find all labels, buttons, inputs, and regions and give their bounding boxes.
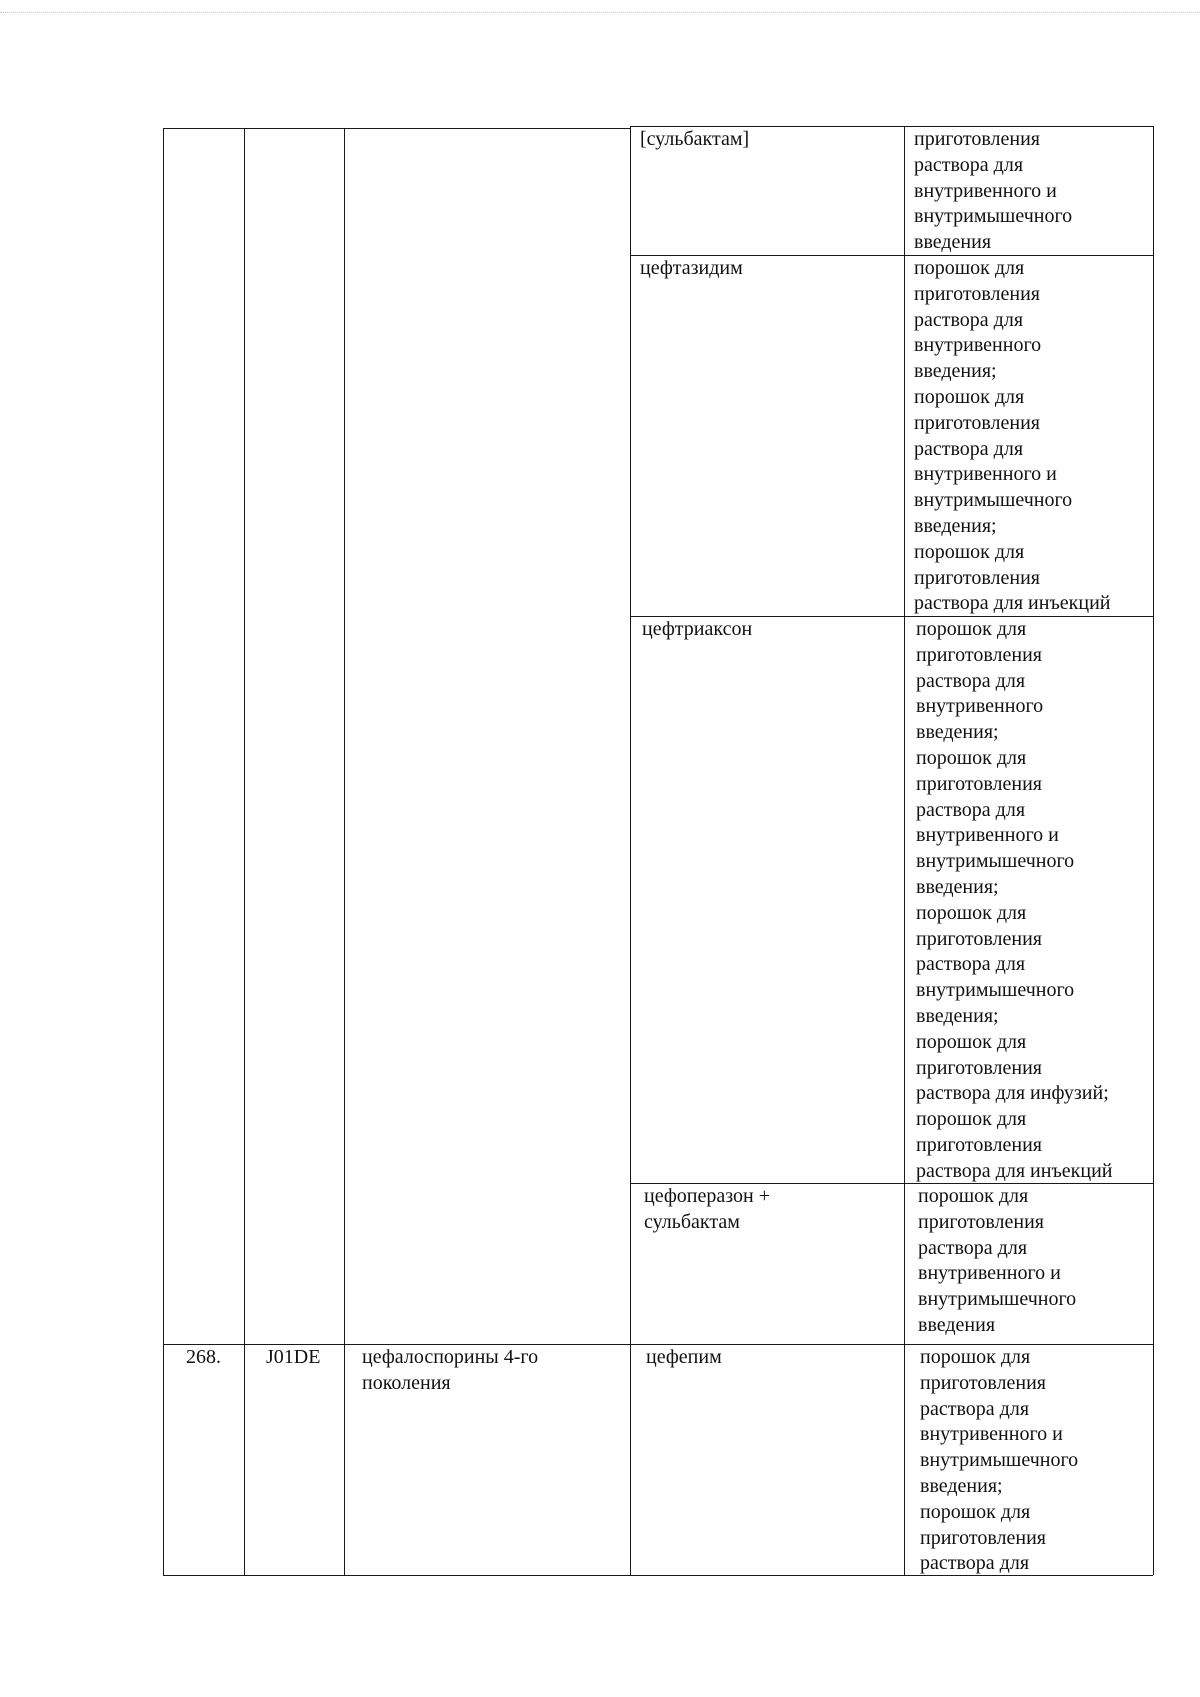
row-number-cell: 268. (186, 1346, 221, 1368)
drug-name-cell: цефтриаксон (642, 618, 753, 640)
drug-name-cell: цефоперазон + сульбактам (644, 1185, 771, 1233)
drug-group-cell: цефалоспорины 4-го поколения (362, 1346, 539, 1394)
drug-name-cell: [сульбактам] (640, 128, 750, 150)
drug-name-cell: цефепим (646, 1346, 722, 1368)
dosage-form-cell: порошок для приготовления раствора для внутривенного введения; порошок для приготовления раствора для внутривенного и внутримышечного введения; порошок для приготовления раствора для инъекций (914, 257, 1111, 615)
dosage-form-cell: порошок для приготовления раствора для внутривенного и внутримышечного введения; порошок для приготовления раствора для (920, 1346, 1079, 1575)
column-border (344, 128, 345, 1575)
atc-code-cell: J01DE (266, 1346, 321, 1368)
dosage-form-cell: порошок для приготовления раствора для внутривенного введения; порошок для приготовления раствора для внутривенного и внутримышечного введения; порошок для приготовления раствора для внутримышечного введения; порошок для приготовления раствора для инфузий; порошок для приготовления раствора для инъекций (916, 618, 1113, 1182)
dosage-form-cell: приготовления раствора для внутривенного и внутримышечного введения (914, 128, 1073, 254)
column-border (163, 128, 164, 1575)
column-border (904, 126, 905, 1575)
page-edge (0, 12, 1200, 13)
drug-name-cell: цефтазидим (640, 257, 743, 279)
column-border (630, 126, 631, 1575)
column-border (1153, 126, 1154, 1575)
dosage-form-cell: порошок для приготовления раствора для внутривенного и внутримышечного введения (918, 1185, 1077, 1336)
row-border (163, 128, 630, 129)
column-border (244, 128, 245, 1575)
